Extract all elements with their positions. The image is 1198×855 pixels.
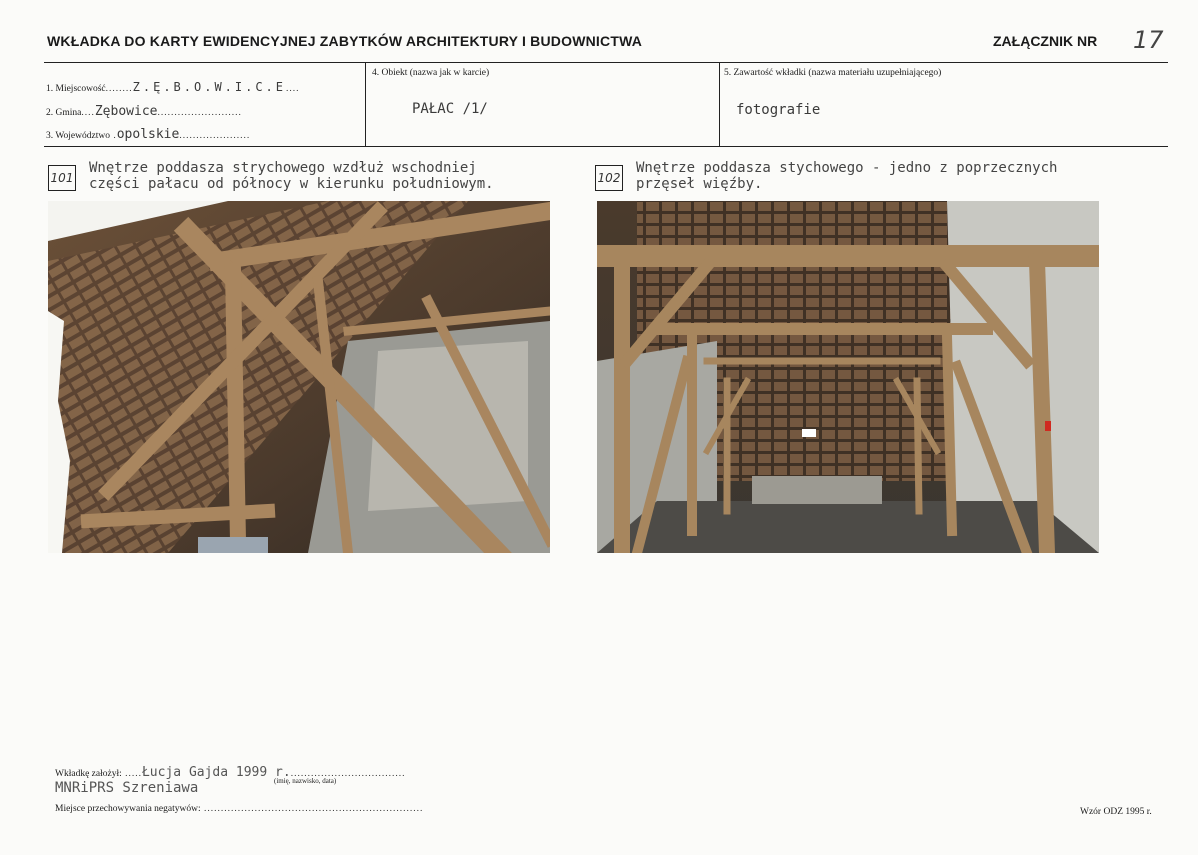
- field-divider-1: [365, 62, 366, 146]
- field-divider-2: [719, 62, 720, 146]
- miejscowosc-value: Z.Ę.B.O.W.I.C.E: [132, 80, 287, 94]
- photo-number-box: 101: [48, 165, 76, 191]
- form-version: Wzór ODZ 1995 r.: [1080, 807, 1152, 817]
- field-miejscowosc: 1. Miejscowość........Z.Ę.B.O.W.I.C.E....: [46, 80, 300, 94]
- zawartosc-label: 5. Zawartość wkładki (nazwa materiału uzupełniającego): [724, 68, 942, 78]
- gmina-label: 2. Gmina: [46, 108, 82, 118]
- top-rule: [44, 62, 1168, 63]
- founded-row: Wkładkę założył: .....Łucja Gajda 1999 r...................................: [55, 765, 406, 780]
- founded-value: Łucja Gajda 1999 r.: [141, 765, 291, 780]
- attic-photo-bay-image: [597, 201, 1099, 553]
- gmina-value: Zębowice: [94, 104, 158, 119]
- zawartosc-value: fotografie: [736, 102, 821, 118]
- field-wojewodztwo: 3. Województwo .opolskie.....................: [46, 127, 251, 142]
- institution: MNRiPRS Szreniawa: [55, 780, 199, 796]
- field-gmina: 2. Gmina....Zębowice.........................: [46, 104, 242, 119]
- miejscowosc-label: 1. Miejscowość: [46, 84, 106, 94]
- attic-photo-east: [48, 201, 550, 553]
- annex-number: 17: [1133, 26, 1164, 54]
- attic-photo-bay: [597, 201, 1099, 553]
- wojewodztwo-label: 3. Województwo: [46, 131, 110, 141]
- negatives-row: Miejsce przechowywania negatywów: .................................................................: [55, 804, 424, 814]
- caption-line: Wnętrze poddasza stychowego - jedno z poprzecznych: [636, 160, 1058, 176]
- photo-number-box: 102: [595, 165, 623, 191]
- caption-line: przęseł więźby.: [636, 176, 763, 192]
- caption-line: części pałacu od północy w kierunku południowym.: [89, 176, 494, 192]
- fields-bottom-rule: [44, 146, 1168, 147]
- obiekt-value: PAŁAC /1/: [412, 101, 488, 117]
- form-title: WKŁADKA DO KARTY EWIDENCYJNEJ ZABYTKÓW ARCHITEKTURY I BUDOWNICTWA: [47, 33, 643, 49]
- founded-hint: (imię, nazwisko, data): [274, 777, 337, 785]
- caption-line: Wnętrze poddasza strychowego wzdłuż wschodniej: [89, 160, 477, 176]
- wojewodztwo-value: opolskie: [116, 127, 180, 142]
- attic-photo-east-image: [48, 201, 550, 553]
- obiekt-label: 4. Obiekt (nazwa jak w karcie): [372, 68, 490, 78]
- photo-caption: [636, 160, 1057, 192]
- negatives-label: Miejsce przechowywania negatywów:: [55, 804, 201, 814]
- annex-label: ZAŁĄCZNIK NR: [993, 33, 1098, 49]
- founded-label: Wkładkę założył:: [55, 769, 122, 779]
- photo-caption: [89, 160, 494, 192]
